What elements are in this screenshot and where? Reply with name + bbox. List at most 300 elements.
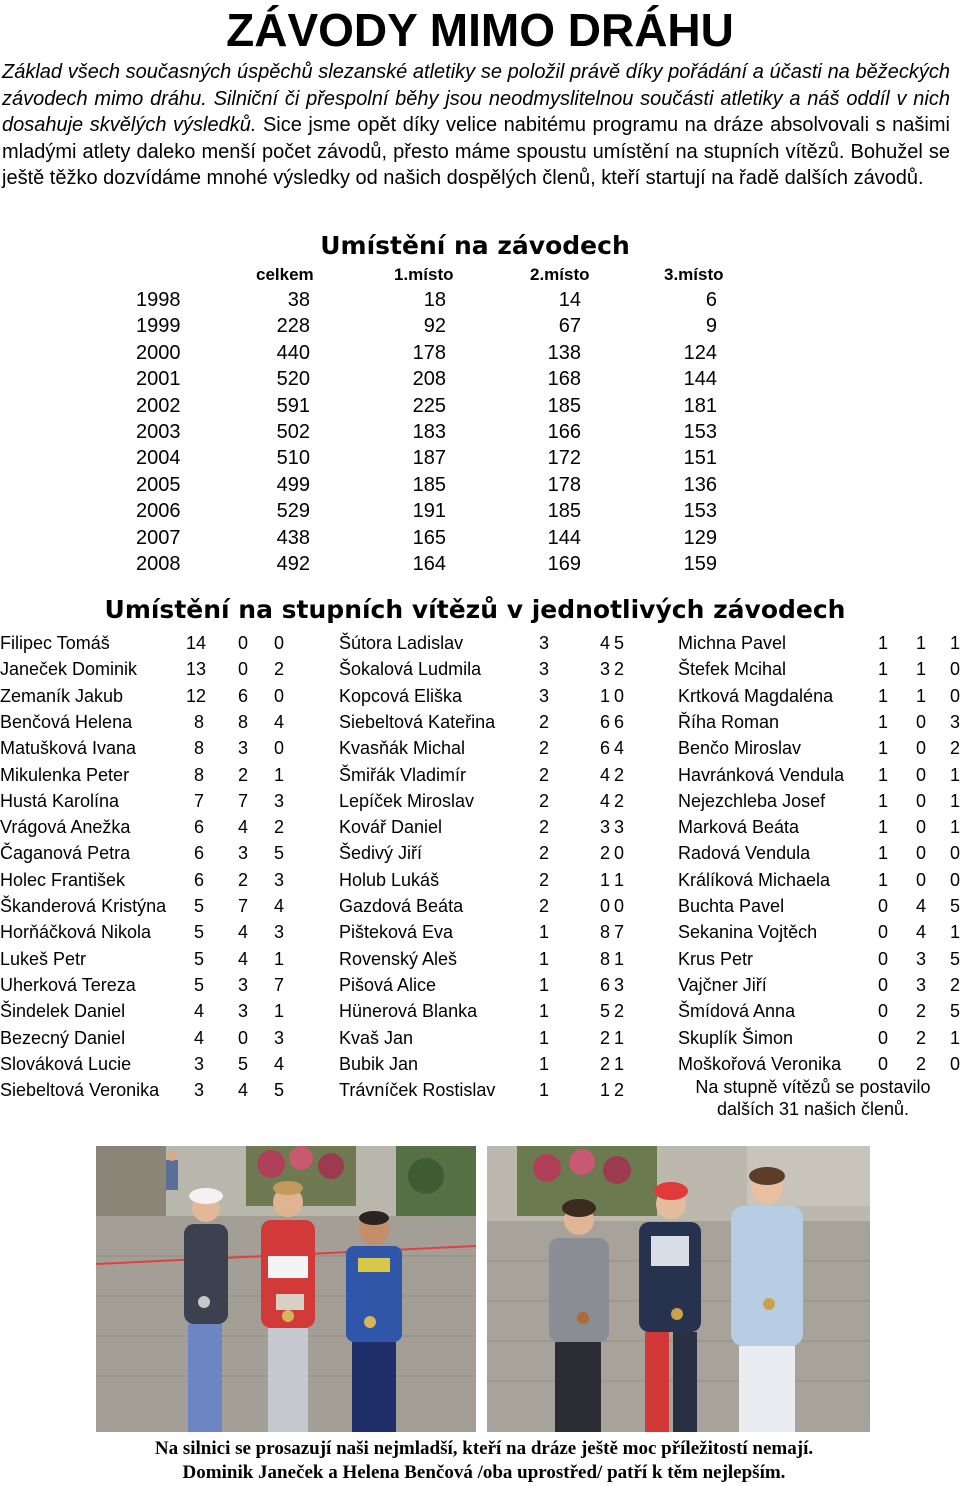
podium-place-3-count: 4 [273,711,284,732]
podium-row [678,656,960,682]
podium-row [678,919,960,945]
podium-row [339,709,669,735]
podium-place-2-count: 8 [599,922,610,943]
stats-first-cell: 191 [412,500,446,523]
podium-place-1-count: 1 [538,974,549,995]
page-title: ZÁVODY MIMO DRÁHU [226,4,734,56]
stats-second-cell: 168 [547,368,581,391]
stats-total-cell: 591 [276,394,310,417]
stats-second-cell: 14 [558,289,581,311]
podium-row [339,814,669,840]
podium-place-1-count: 0 [877,896,888,916]
podium-place-2-count: 5 [237,1053,248,1074]
stats-row [0,472,960,498]
stats-first-cell: 18 [423,289,446,311]
podium-athlete-name: Slováková Lucie [0,1053,132,1074]
podium-place-1-count: 0 [877,922,888,943]
podium-place-3-count: 1 [949,764,960,785]
podium-athlete-name: Matušková Ivana [0,738,137,759]
stats-total-cell: 502 [276,421,310,443]
podium-place-2-count: 0 [599,896,610,916]
podium-athlete-name: Vajčner Jiří [678,974,767,995]
podium-athlete-name: Kvasňák Michal [339,738,466,759]
stats-third-cell: 153 [683,421,717,443]
podium-place-3-count: 0 [273,633,284,653]
intro-paragraph [2,59,950,192]
podium-row [339,972,669,998]
podium-row [339,998,669,1024]
stats-header-third: 3.místo [664,265,724,284]
stats-row [0,419,960,445]
podium-athlete-name: Lepíček Miroslav [339,790,475,811]
stats-row [0,498,960,524]
photo-girls-image [487,1146,870,1432]
podium-place-3-count: 1 [613,1027,624,1048]
podium-place-2-count: 4 [237,1080,248,1101]
podium-place-2-count: 0 [237,1027,248,1048]
podium-place-2-count: 3 [915,948,926,969]
podium-place-3-count: 2 [949,738,960,759]
podium-place-3-count: 3 [273,922,284,943]
podium-place-3-count: 5 [613,633,624,653]
stats-year-cell: 2003 [136,421,181,443]
podium-athlete-name: Krus Petr [678,948,754,969]
stats-year-cell: 2006 [136,500,181,523]
podium-title: Umístění na stupních vítězů v jednotlivých závodech [104,595,846,624]
podium-place-1-count: 13 [186,659,207,680]
podium-place-3-count: 6 [613,711,624,732]
podium-place-2-count: 3 [599,817,610,838]
podium-place-1-count: 0 [877,974,888,995]
podium-place-1-count: 1 [538,1001,549,1022]
podium-place-3-count: 1 [949,790,960,811]
podium-row [339,946,669,972]
podium-place-1-count: 2 [538,869,549,890]
podium-place-1-count: 14 [186,633,207,653]
podium-place-2-count: 5 [599,1001,610,1022]
podium-place-1-count: 0 [877,1053,888,1074]
podium-athlete-name: Vrágová Anežka [0,817,131,838]
podium-row [0,735,330,761]
stats-second-cell: 166 [547,421,581,443]
podium-place-1-count: 1 [877,738,888,759]
podium-place-2-count: 3 [599,659,610,680]
podium-place-2-count: 0 [915,790,926,811]
stats-first-cell: 165 [412,526,446,549]
podium-place-1-count: 0 [877,1001,888,1022]
stats-second-cell: 172 [547,447,581,470]
podium-place-3-count: 3 [949,711,960,732]
stats-second-cell: 138 [547,341,581,364]
podium-place-1-count: 8 [193,764,204,785]
stats-third-cell: 159 [683,553,717,575]
podium-place-2-count: 2 [237,764,248,785]
podium-place-3-count: 1 [949,1027,960,1048]
podium-place-3-count: 2 [949,974,960,995]
podium-place-3-count: 0 [613,685,624,706]
stats-row [0,287,960,313]
stats-third-cell: 9 [705,315,717,338]
stats-first-cell: 92 [423,315,446,338]
podium-place-2-count: 1 [915,685,926,706]
photo-caption-line1: Na silnici se prosazují naši nejmladší, kteří na dráze ještě moc příležitostí nemají. [154,1438,814,1459]
stats-total-cell: 440 [276,341,310,364]
photo-caption-line2: Dominik Janeček a Helena Benčová /oba uprostřed/ patří k těm nejlepším. [182,1462,786,1483]
podium-place-2-count: 0 [915,869,926,890]
stats-total-cell: 492 [276,553,310,575]
podium-athlete-name: Šedivý Jiří [339,843,423,864]
podium-place-1-count: 5 [193,922,204,943]
podium-place-3-count: 7 [613,922,624,943]
podium-row [0,683,330,709]
photo-boys [96,1146,476,1432]
stats-second-cell: 169 [547,553,581,575]
podium-athlete-name: Krtková Magdaléna [678,685,834,706]
podium-place-1-count: 3 [193,1080,204,1101]
podium-place-2-count: 7 [237,896,248,916]
podium-place-2-count: 2 [599,1027,610,1048]
podium-row [678,867,960,893]
podium-row [0,867,330,893]
podium-row [339,762,669,788]
podium-athlete-name: Gazdová Beáta [339,896,464,916]
podium-row [678,972,960,998]
stats-header-second: 2.místo [530,265,590,284]
podium-athlete-name: Šokalová Ludmila [339,659,482,680]
podium-note-line2: dalších 31 našich členů. [716,1099,910,1119]
podium-row [339,840,669,866]
podium-row [678,762,960,788]
podium-athlete-name: Siebeltová Veronika [0,1080,160,1101]
podium-place-1-count: 5 [193,948,204,969]
podium-place-3-count: 7 [273,974,284,995]
stats-second-cell: 144 [547,526,581,549]
podium-place-1-count: 1 [877,633,888,653]
stats-total-cell: 228 [276,315,310,338]
podium-athlete-name: Siebeltová Kateřina [339,711,496,732]
stats-row [0,551,960,577]
podium-row [0,840,330,866]
stats-first-cell: 187 [412,447,446,470]
podium-row [0,1025,330,1051]
podium-athlete-name: Kvaš Jan [339,1027,414,1048]
podium-place-1-count: 1 [538,922,549,943]
podium-place-3-count: 5 [949,948,960,969]
podium-athlete-name: Šmiřák Vladimír [339,764,467,785]
podium-athlete-name: Holub Lukáš [339,869,440,890]
stats-year-cell: 2008 [136,553,181,575]
podium-row [678,709,960,735]
podium-place-2-count: 6 [599,738,610,759]
stats-row [0,366,960,392]
podium-place-1-count: 1 [877,817,888,838]
podium-athlete-name: Hustá Karolína [0,790,120,811]
podium-athlete-name: Benčo Miroslav [678,738,802,759]
podium-place-3-count: 0 [613,843,624,864]
podium-place-2-count: 0 [915,817,926,838]
stats-year-cell: 2004 [136,447,181,470]
stats-third-cell: 181 [683,394,717,417]
podium-athlete-name: Pišová Alice [339,974,437,995]
podium-place-2-count: 4 [237,922,248,943]
podium-place-2-count: 0 [237,659,248,680]
podium-place-3-count: 0 [949,1053,960,1074]
podium-place-3-count: 1 [273,764,284,785]
podium-note [678,1076,948,1120]
podium-place-1-count: 12 [186,685,207,706]
stats-total-cell: 529 [276,500,310,523]
podium-place-2-count: 2 [599,1053,610,1074]
photo-boys-image [96,1146,476,1432]
podium-place-3-count: 0 [273,738,284,759]
stats-header-first: 1.místo [394,265,454,284]
stats-total-cell: 438 [276,526,310,549]
podium-place-1-count: 1 [877,764,888,785]
stats-third-cell: 151 [683,447,717,470]
podium-place-2-count: 3 [237,738,248,759]
podium-athlete-name: Rovenský Aleš [339,948,458,969]
podium-place-3-count: 3 [613,817,624,838]
podium-place-2-count: 3 [237,974,248,995]
podium-row [0,919,330,945]
podium-place-3-count: 4 [273,1053,284,1074]
podium-place-2-count: 1 [599,869,610,890]
podium-place-3-count: 0 [949,869,960,890]
podium-place-1-count: 3 [538,633,549,653]
podium-athlete-name: Trávníček Rostislav [339,1080,496,1101]
intro-part-regular: Sice jsme opět díky velice nabitému programu na dráze absolvovali s našimi mladými atlety daleko menší počet závodů, přesto máme spoustu umístění na stupních vítězů. Bohužel se ještě těžko dozvídáme mnohé výsledky od našich dospělých členů, kteří startují na řadě dalších závodů. [2,114,950,190]
podium-place-2-count: 4 [237,948,248,969]
stats-total-cell: 499 [276,473,310,496]
podium-row [678,946,960,972]
podium-athlete-name: Hünerová Blanka [339,1001,478,1022]
podium-athlete-name: Šindelek Daniel [0,1001,126,1022]
podium-place-1-count: 1 [877,790,888,811]
podium-row [339,683,669,709]
podium-place-1-count: 7 [193,790,204,811]
podium-place-2-count: 2 [915,1053,926,1074]
podium-place-3-count: 1 [949,922,960,943]
podium-row [0,1077,330,1103]
podium-athlete-name: Šútora Ladislav [339,633,464,653]
stats-total-cell: 38 [287,289,310,311]
podium-place-3-count: 0 [273,685,284,706]
podium-row [0,998,330,1024]
stats-row [0,313,960,339]
podium-place-1-count: 5 [193,974,204,995]
podium-place-2-count: 0 [237,633,248,653]
stats-third-cell: 136 [683,473,717,496]
stats-first-cell: 208 [412,368,446,391]
podium-place-3-count: 2 [613,790,624,811]
stats-total-cell: 520 [276,368,310,391]
podium-row [339,735,669,761]
podium-row [0,788,330,814]
podium-row [339,630,669,656]
podium-row [0,630,330,656]
stats-row [0,393,960,419]
podium-place-2-count: 0 [915,738,926,759]
podium-row [678,1025,960,1051]
podium-place-2-count: 0 [915,843,926,864]
podium-place-3-count: 1 [949,817,960,838]
podium-place-3-count: 1 [613,948,624,969]
podium-row [339,1077,669,1103]
podium-athlete-name: Říha Roman [678,711,780,732]
stats-first-cell: 185 [412,473,446,496]
podium-place-2-count: 6 [237,685,248,706]
podium-place-1-count: 1 [877,711,888,732]
podium-row [339,1025,669,1051]
stats-first-cell: 164 [412,553,446,575]
podium-athlete-name: Buchta Pavel [678,896,785,916]
stats-third-cell: 124 [683,341,717,364]
podium-place-1-count: 3 [193,1053,204,1074]
podium-row [339,867,669,893]
podium-row [0,893,330,919]
stats-second-cell: 185 [547,394,581,417]
podium-place-3-count: 0 [949,843,960,864]
podium-place-1-count: 8 [193,711,204,732]
stats-year-cell: 1999 [136,315,181,338]
podium-place-3-count: 4 [613,738,624,759]
podium-row [0,814,330,840]
photo-girls [487,1146,870,1432]
podium-place-1-count: 4 [193,1001,204,1022]
podium-athlete-name: Benčová Helena [0,711,133,732]
stats-first-cell: 178 [412,341,446,364]
podium-row [678,683,960,709]
stats-year-cell: 2007 [136,526,181,549]
stats-year-cell: 1998 [136,289,181,311]
podium-place-2-count: 7 [237,790,248,811]
podium-place-1-count: 1 [877,869,888,890]
stats-third-cell: 129 [683,526,717,549]
podium-place-3-count: 5 [949,896,960,916]
podium-place-3-count: 2 [613,1080,624,1101]
stats-second-cell: 67 [558,315,581,338]
podium-place-3-count: 5 [273,843,284,864]
podium-place-2-count: 4 [237,817,248,838]
podium-place-2-count: 2 [237,869,248,890]
podium-place-1-count: 1 [538,1027,549,1048]
intro-part-italic: Základ všech současných úspěchů slezanské atletiky se položil právě díky pořádání a účasti na běžeckých závodech mimo dráhu. Silniční či přespolní běhy jsou neodmyslitelnou součásti atletiky a náš oddíl v nich dosahuje skvělých výsledků. [2,61,950,137]
podium-place-1-count: 6 [193,843,204,864]
podium-athlete-name: Radová Vendula [678,843,811,864]
podium-athlete-name: Sekanina Vojtěch [678,922,818,943]
podium-place-1-count: 1 [877,843,888,864]
podium-place-1-count: 3 [538,659,549,680]
stats-first-cell: 225 [412,394,446,417]
podium-athlete-name: Štefek Mcihal [678,659,787,680]
podium-place-3-count: 2 [613,659,624,680]
stats-third-cell: 144 [683,368,717,391]
podium-place-3-count: 4 [273,896,284,916]
podium-place-2-count: 6 [599,974,610,995]
stats-year-cell: 2001 [136,368,181,391]
podium-athlete-name: Zemaník Jakub [0,685,124,706]
podium-place-2-count: 3 [237,843,248,864]
podium-place-1-count: 1 [877,685,888,706]
podium-athlete-name: Čaganová Petra [0,843,131,864]
stats-title: Umístění na závodech [320,231,630,260]
podium-athlete-name: Nejezchleba Josef [678,790,826,811]
podium-athlete-name: Bezecný Daniel [0,1027,126,1048]
podium-place-2-count: 1 [599,685,610,706]
podium-place-2-count: 6 [599,711,610,732]
podium-place-1-count: 5 [193,896,204,916]
podium-athlete-name: Filipec Tomáš [0,633,110,653]
podium-place-1-count: 2 [538,817,549,838]
podium-athlete-name: Škanderová Kristýna [0,896,167,916]
podium-place-1-count: 2 [538,764,549,785]
podium-place-1-count: 1 [877,659,888,680]
podium-row [678,814,960,840]
podium-athlete-name: Janeček Dominik [0,659,138,680]
podium-row [0,762,330,788]
podium-place-2-count: 1 [599,1080,610,1101]
podium-place-1-count: 2 [538,843,549,864]
stats-third-cell: 6 [705,289,717,311]
podium-athlete-name: Havránková Vendula [678,764,845,785]
podium-place-1-count: 8 [193,738,204,759]
podium-place-3-count: 2 [613,1001,624,1022]
podium-place-2-count: 4 [599,790,610,811]
stats-second-cell: 178 [547,473,581,496]
stats-first-cell: 183 [412,421,446,443]
podium-place-3-count: 2 [613,764,624,785]
podium-row [678,1051,960,1077]
podium-place-2-count: 4 [915,896,926,916]
podium-place-1-count: 0 [877,1027,888,1048]
podium-place-1-count: 0 [877,948,888,969]
podium-place-1-count: 3 [538,685,549,706]
podium-place-3-count: 3 [613,974,624,995]
podium-note-line1: Na stupně vítězů se postavilo [695,1077,931,1097]
podium-athlete-name: Pišteková Eva [339,922,454,943]
podium-place-1-count: 1 [538,1053,549,1074]
podium-place-2-count: 4 [599,633,610,653]
podium-athlete-name: Horňáčková Nikola [0,922,152,943]
stats-third-cell: 153 [683,500,717,523]
podium-athlete-name: Marková Beáta [678,817,800,838]
podium-place-1-count: 6 [193,817,204,838]
podium-place-1-count: 2 [538,896,549,916]
stats-year-cell: 2002 [136,394,181,417]
podium-row [0,946,330,972]
podium-place-1-count: 1 [538,1080,549,1101]
podium-place-2-count: 3 [237,1001,248,1022]
podium-place-2-count: 3 [915,974,926,995]
podium-row [0,709,330,735]
podium-place-3-count: 0 [949,685,960,706]
podium-place-3-count: 2 [273,817,284,838]
podium-place-2-count: 1 [915,659,926,680]
podium-place-3-count: 5 [273,1080,284,1101]
podium-row [339,788,669,814]
podium-place-2-count: 0 [915,711,926,732]
podium-place-1-count: 1 [538,948,549,969]
podium-row [678,788,960,814]
stats-year-cell: 2000 [136,341,181,364]
stats-total-cell: 510 [276,447,310,470]
podium-place-2-count: 2 [915,1001,926,1022]
podium-athlete-name: Kovář Daniel [339,817,443,838]
podium-row [339,656,669,682]
podium-place-2-count: 0 [915,764,926,785]
podium-place-3-count: 1 [273,948,284,969]
podium-place-3-count: 1 [949,633,960,653]
